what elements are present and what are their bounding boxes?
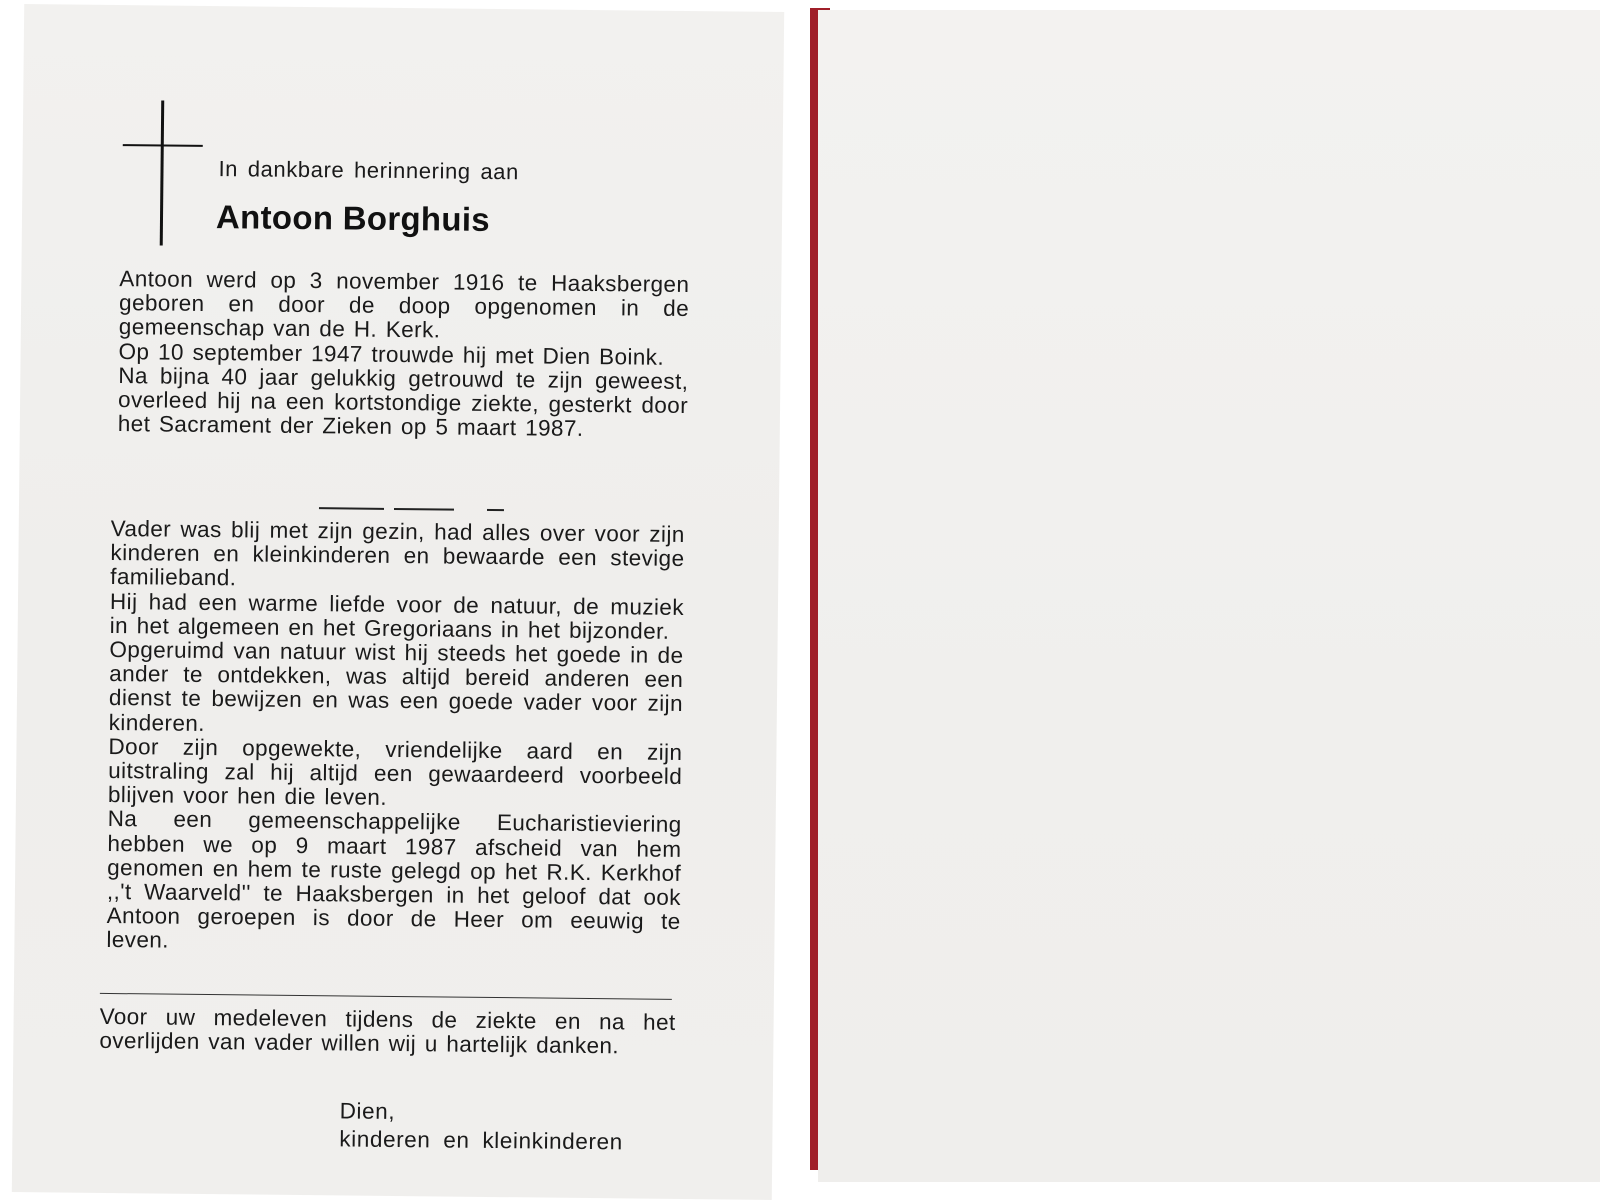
remembrance-block xyxy=(106,517,685,959)
paragraph: Op 10 september 1947 trouwde hij met Dien Boink. xyxy=(118,338,665,370)
thanks-block xyxy=(99,1005,675,1059)
paragraph: Antoon werd op 3 november 1916 te Haaksbergen geboren en door de doop opgenomen in de gemeenschap van de H. Kerk. xyxy=(118,266,690,343)
cross-icon xyxy=(122,100,204,251)
memorial-card-back xyxy=(818,10,1600,1182)
thanks-text: Voor uw medeleven tijdens de ziekte en na het overlijden van vader willen wij u hartelijk danken. xyxy=(99,1003,676,1059)
paragraph: Hij had een warme liefde voor de natuur, de muziek in het algemeen en het Gregoriaans in het bijzonder. xyxy=(109,588,685,644)
signoff xyxy=(339,1097,623,1156)
paragraph: Door zijn opgewekte, vriendelijke aard en zijn uitstraling zal hij altijd een gewaardeerd voorbeeld blijven voor hen die leven. xyxy=(107,733,683,811)
paragraph: Opgeruimd van natuur wist hij steeds het goede in de ander te ontdekken, was altijd bereid anderen een dienst te bewijzen en was een goede vader voor zijn kinderen. xyxy=(108,636,684,736)
paragraph: Vader was blij met zijn gezin, had alles over voor zijn kinderen en kleinkinderen en bewaarde een stevige familieband. xyxy=(110,515,685,591)
paragraph: Na bijna 40 jaar gelukkig getrouwd te zijn geweest, overleed hij na een kortstondige ziekte, gesterkt door het Sacrament der Zieken op 5 maart 1987. xyxy=(117,362,689,442)
memorial-card-front xyxy=(12,4,784,1200)
intro-line: In dankbare herinnering aan xyxy=(218,156,520,185)
deceased-name: Antoon Borghuis xyxy=(215,198,491,238)
signoff-family: kinderen en kleinkinderen xyxy=(339,1126,623,1155)
biography-block xyxy=(118,267,690,442)
signoff-name: Dien, xyxy=(339,1098,396,1124)
paragraph: Na een gemeenschappelijke Eucharistieviering hebben we op 9 maart 1987 afscheid van hem genomen en hem te ruste gelegd op het R.K. Kerkhof ,,'t Waarveld'' te Haaksbergen in het geloof dat ook Antoon geroepen is door de Heer om eeuwig te leven. xyxy=(106,806,682,954)
dashed-divider xyxy=(319,507,504,511)
line-divider xyxy=(100,993,672,1000)
